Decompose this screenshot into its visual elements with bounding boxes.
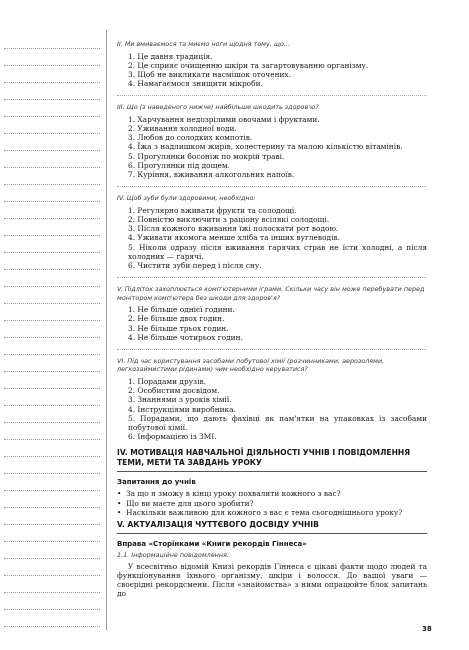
exercise-subtitle: 1.1. Інформаційне повідомлення.	[117, 551, 229, 559]
option-item: 3. Знаннями з уроків хімії.	[128, 395, 232, 405]
option-item: 2. Повністю виключити з раціону всілякі солодощі.	[128, 214, 330, 224]
note-line	[4, 184, 100, 185]
option-item: 5. Порадами, що дають фахівці як пам'ятки на упаковках із засобами побутової хімії.	[128, 413, 427, 432]
divider	[117, 95, 427, 96]
note-line	[4, 116, 100, 117]
page-number: 38	[422, 625, 432, 633]
bullet-item: • За що я зможу в кінці уроку похвалити кожного з вас?	[117, 489, 427, 498]
section-heading: IV. МОТИВАЦІЯ НАВЧАЛЬНОЇ ДІЯЛЬНОСТІ УЧНІВ І ПОВІДОМЛЕННЯ ТЕМИ, МЕТИ ТА ЗАВДАНЬ УРОКУ	[117, 448, 411, 468]
option-item: 1. Не більше однієї години.	[128, 305, 235, 315]
bullet-item: • Що ви маєте для цього зробити?	[117, 499, 427, 508]
note-line	[4, 575, 100, 576]
options-list	[117, 206, 427, 270]
note-line	[4, 235, 100, 236]
note-line	[4, 592, 100, 593]
options-list	[117, 115, 427, 179]
options-list	[117, 377, 427, 441]
note-line	[4, 626, 100, 627]
option-item: 1. Харчування недозрілими овочами і фруктами.	[128, 114, 320, 124]
option-item: 6. Чистити зуби перед і після сну.	[128, 260, 262, 270]
option-item: 2. Особистим досвідом.	[128, 386, 220, 396]
note-line	[4, 269, 100, 270]
options-list	[117, 305, 427, 342]
note-line	[4, 167, 100, 168]
note-line	[4, 150, 100, 151]
bullet-list	[117, 489, 427, 517]
note-line	[4, 82, 100, 83]
question-prompt: II. Ми вмиваємося та миємо ноги щодня тому, що…	[117, 40, 291, 48]
subheading: Запитання до учнів	[117, 478, 196, 487]
note-line	[4, 473, 100, 474]
note-line	[4, 354, 100, 355]
note-line	[4, 320, 100, 321]
page-content	[117, 40, 427, 598]
option-item: 1. Це давня традиція.	[128, 51, 213, 61]
note-line	[4, 439, 100, 440]
option-item: 1. Порадами друзів.	[128, 376, 206, 386]
note-line	[4, 422, 100, 423]
option-item: 4. Інструкціями виробника.	[128, 404, 236, 414]
divider	[117, 349, 427, 350]
options-list	[117, 52, 427, 89]
note-line	[4, 218, 100, 219]
note-line	[4, 65, 100, 66]
note-line	[4, 507, 100, 508]
section-heading: V. АКТУАЛІЗАЦІЯ ЧУТТЄВОГО ДОСВІДУ УЧНІВ	[117, 520, 319, 529]
question-prompt: III. Що (з наведеного нижче) найбільше шкодить здоров'ю?	[117, 103, 319, 112]
option-item: 1. Регулярно вживати фрукти та солодощі.	[128, 205, 297, 215]
note-line	[4, 524, 100, 525]
option-item: 4. Уживати якомога менше хліба та інших вуглеводів.	[128, 233, 340, 243]
question-prompt: V. Підліток захоплюється комп'ютерними іграми. Скільки часу він може перебувати перед монітором комп'ютера без шкоди для здоров'я?	[117, 285, 425, 302]
question-block	[117, 357, 427, 441]
note-line	[4, 541, 100, 542]
option-item: 5. Прогулянки босоніж по мокрій траві.	[128, 151, 285, 161]
option-item: 2. Не більше двох годин.	[128, 314, 225, 324]
option-item: 2. Це сприяє очищенню шкіри та загартовуванню організму.	[128, 60, 369, 70]
question-prompt: IV. Щоб зуби були здоровими, необхідно:	[117, 194, 256, 203]
note-line	[4, 405, 100, 406]
option-item: 6. Інформацією із ЗМІ.	[128, 432, 217, 442]
note-line	[4, 371, 100, 372]
note-line	[4, 337, 100, 338]
note-line	[4, 99, 100, 100]
question-block	[117, 285, 427, 342]
note-line	[4, 303, 100, 304]
option-item: 7. Куріння, вживання алкогольних напоїв.	[128, 170, 295, 180]
option-item: 3. Щоб не викликати насмішок оточених.	[128, 69, 291, 79]
note-line	[4, 490, 100, 491]
note-line	[4, 388, 100, 389]
note-line	[4, 133, 100, 134]
note-line	[4, 48, 100, 49]
section-rule	[117, 471, 427, 472]
margin-divider	[106, 30, 107, 630]
option-item: 4. Намагаємося знищити мікроби.	[128, 79, 263, 89]
bullet-item: • Наскільки важливою для кожного з вас є тема сьогоднішнього уроку?	[117, 508, 427, 517]
option-item: 3. Після кожного вживання їжі полоскати рот водою.	[128, 224, 339, 234]
exercise-title: Вправа «Сторінками «Книги рекордів Гіннеса»	[117, 540, 307, 548]
section-rule	[117, 533, 427, 534]
question-block	[117, 40, 427, 88]
note-line	[4, 558, 100, 559]
question-prompt: VI. Під час користування засобами побутової хімії (розчинниками, аерозолями, легкозаймистими рідинами) чим необхідно керуватися?	[117, 356, 385, 374]
note-line	[4, 286, 100, 287]
body-paragraph: У всесвітньо відомій Книзі рекордів Гіннеса є цікаві факти щодо людей та функціонування їхнього організму, шкіри і волосся. До вашої уваги — своєрідні рекордсмени. Після «знайомства» з ними опрацюйте блок запитань до	[117, 561, 427, 599]
note-line	[4, 456, 100, 457]
divider	[117, 277, 427, 278]
option-item: 4. Їжа з надлишком жирів, холестерину та малою кількістю вітамінів.	[128, 142, 403, 152]
question-block	[117, 103, 427, 179]
note-line	[4, 609, 100, 610]
note-line	[4, 201, 100, 202]
note-line	[4, 252, 100, 253]
divider	[117, 186, 427, 187]
option-item: 2. Уживання холодної води.	[128, 124, 237, 134]
question-block	[117, 194, 427, 270]
option-item: 3. Не більше трьох годин.	[128, 323, 229, 333]
option-item: 6. Прогулянки під дощем.	[128, 160, 230, 170]
option-item: 4. Не більше чотирьох годин.	[128, 332, 243, 342]
option-item: 3. Любов до солодких компотів.	[128, 133, 253, 143]
option-item: 5. Ніколи одразу після вживання гарячих страв не їсти холодні, а після холодних — гарячі.	[128, 242, 427, 261]
